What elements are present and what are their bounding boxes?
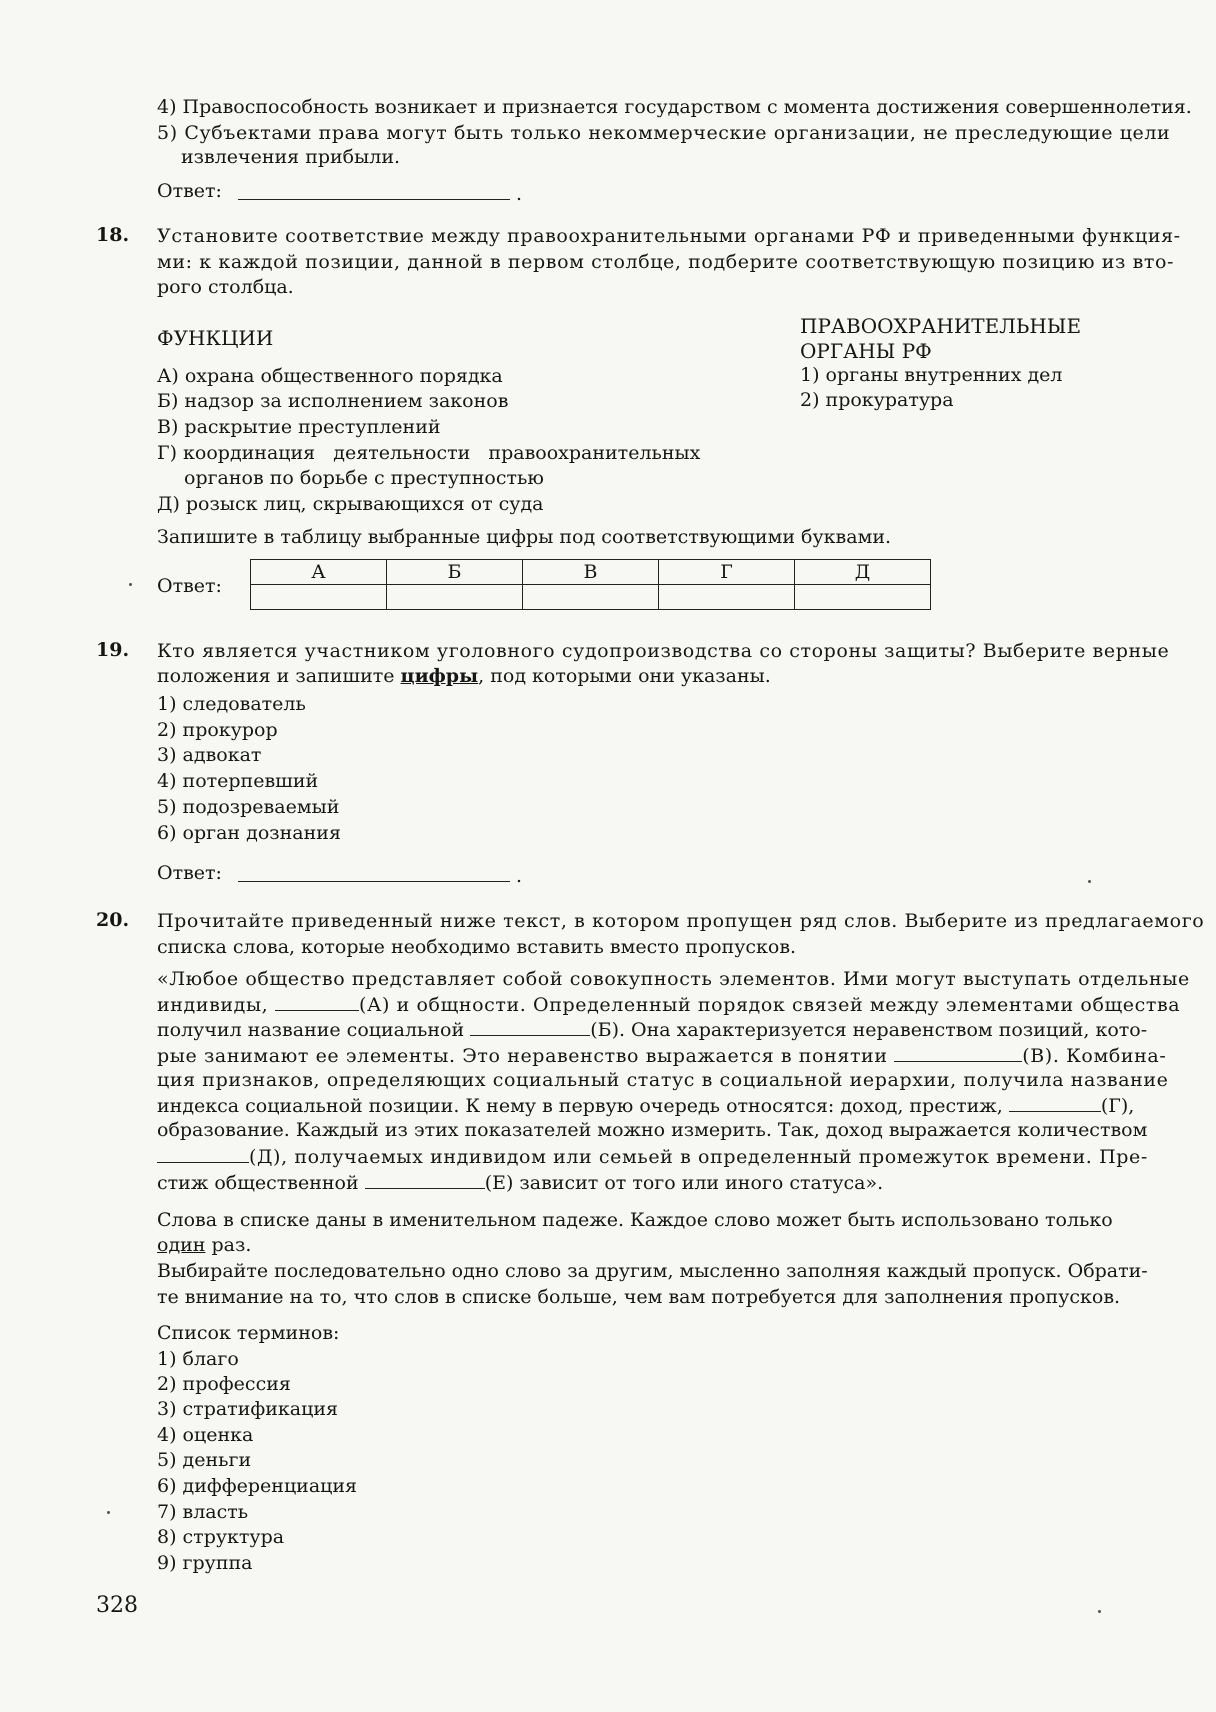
passage-line: образование. Каждый из этих показателей можно измерить. Так, доход выражается количеством	[157, 1119, 1148, 1141]
term-item: 5) деньги	[157, 1449, 252, 1471]
rules-text: раз.	[205, 1234, 252, 1256]
option-item: 6) орган дознания	[157, 822, 341, 844]
function-item: Г) координация деятельности правоохранительных	[157, 442, 701, 464]
gap-g[interactable]	[1009, 1093, 1101, 1112]
organs-header: ОРГАНЫ РФ	[800, 339, 932, 363]
scan-speck	[129, 583, 132, 586]
function-item: Д) розыск лиц, скрывающихся от суда	[157, 493, 544, 515]
answer-label: Ответ:	[157, 575, 222, 597]
passage-text: рые занимают ее элементы. Это неравенство выражается в понятии	[157, 1045, 895, 1067]
passage-line	[157, 992, 1180, 1017]
scan-speck	[107, 1511, 110, 1514]
question-text: ми: к каждой позиции, данной в первом столбце, подберите соответствующую позицию из вто-	[157, 251, 1175, 273]
question-number: 18.	[96, 224, 130, 246]
gap-v[interactable]	[894, 1043, 1022, 1062]
question-text: Прочитайте приведенный ниже текст, в котором пропущен ряд слов. Выберите из предлагаемого	[157, 910, 1205, 932]
term-item: 8) структура	[157, 1526, 285, 1548]
passage-text: (Д), получаемых индивидом или семьей в определенный промежуток времени. Пре-	[249, 1146, 1148, 1168]
option-item: 1) следователь	[157, 693, 306, 715]
rules-line	[157, 1233, 251, 1257]
answer-label: Ответ:	[157, 180, 222, 202]
answer-cell[interactable]	[523, 585, 659, 610]
answer-cell[interactable]	[659, 585, 795, 610]
option-item: 3) адвокат	[157, 744, 262, 766]
question-number: 19.	[96, 639, 130, 661]
gap-b[interactable]	[470, 1017, 590, 1036]
answer-cell[interactable]	[795, 585, 931, 610]
passage-text: (Е) зависит от того или иного статуса».	[484, 1172, 884, 1194]
table-instruction: Запишите в таблицу выбранные цифры под соответствующими буквами.	[157, 526, 892, 548]
rules-line: те внимание на то, что слов в списке больше, чем вам потребуется для заполнения пропусков.	[157, 1286, 1121, 1308]
table-header: Г	[659, 560, 795, 585]
table-header: Б	[387, 560, 523, 585]
page-number: 328	[96, 1593, 138, 1618]
emphasis: один	[157, 1234, 206, 1256]
organs-header: ПРАВООХРАНИТЕЛЬНЫЕ	[800, 314, 1082, 338]
terms-title: Список терминов:	[157, 1322, 340, 1344]
term-item: 6) дифференциация	[157, 1475, 358, 1497]
table-header: Д	[795, 560, 931, 585]
function-item: А) охрана общественного порядка	[157, 365, 503, 387]
answer-label: Ответ:	[157, 862, 222, 884]
question-text	[157, 664, 771, 688]
rules-line: Выбирайте последовательно одно слово за другим, мысленно заполняя каждый пропуск. Обрати-	[157, 1260, 1148, 1282]
answer-blank[interactable]: .	[238, 181, 522, 205]
passage-text: индекса социальной позиции. К нему в первую очередь относятся: доход, престиж,	[157, 1095, 1009, 1117]
organ-item: 2) прокуратура	[800, 389, 954, 411]
term-item: 9) группа	[157, 1552, 253, 1574]
answer-table	[250, 559, 931, 610]
function-item: органов по борьбе с преступностью	[184, 467, 544, 489]
term-item: 1) благо	[157, 1348, 239, 1370]
passage-text: (Б). Она характеризуется неравенством позиций, кото-	[590, 1019, 1148, 1041]
passage-text: индивиды,	[157, 994, 275, 1016]
gap-a[interactable]	[275, 992, 359, 1011]
passage-text: (А) и общности. Определенный порядок связей между элементами общества	[358, 994, 1181, 1016]
gap-e[interactable]	[365, 1170, 485, 1189]
passage-line	[157, 1144, 1148, 1169]
table-header: А	[251, 560, 387, 585]
scan-speck	[1098, 1610, 1101, 1613]
passage-line: «Любое общество представляет собой совокупность элементов. Ими могут выступать отдельные	[157, 968, 1190, 990]
question-number: 20.	[96, 909, 130, 931]
function-item: В) раскрытие преступлений	[157, 416, 441, 438]
passage-text: (В). Комбина-	[1022, 1045, 1167, 1067]
question-text: Установите соответствие между правоохранительными органами РФ и приведенными функция-	[157, 225, 1181, 247]
passage-text: стиж общественной	[157, 1172, 365, 1194]
question-text: Кто является участником уголовного судопроизводства со стороны защиты? Выберите верные	[157, 640, 1170, 662]
passage-text: получил название социальной	[157, 1019, 471, 1041]
term-item: 3) стратификация	[157, 1398, 338, 1420]
function-item: Б) надзор за исполнением законов	[157, 390, 509, 412]
option-item: 4) потерпевший	[157, 770, 319, 792]
functions-header: ФУНКЦИИ	[157, 326, 274, 350]
passage-line: ция признаков, определяющих социальный статус в социальной иерархии, получила название	[157, 1069, 1169, 1091]
term-item: 2) профессия	[157, 1373, 291, 1395]
option-item: 2) прокурор	[157, 719, 278, 741]
option-4: 4) Правоспособность возникает и признается государством с момента достижения совершеннолетия.	[157, 96, 1192, 118]
option-5-continued: извлечения прибыли.	[181, 146, 401, 168]
emphasis: цифры	[400, 665, 479, 687]
question-text-part: , под которыми они указаны.	[478, 665, 771, 687]
passage-text: (Г),	[1100, 1095, 1135, 1117]
passage-line	[157, 1017, 1147, 1042]
table-header: В	[523, 560, 659, 585]
question-text: рого столбца.	[157, 276, 294, 298]
organ-item: 1) органы внутренних дел	[800, 364, 1063, 386]
passage-line	[157, 1170, 883, 1195]
question-text-part: положения и запишите	[157, 665, 401, 687]
passage-line	[157, 1093, 1134, 1118]
scan-speck	[1088, 880, 1091, 883]
option-5: 5) Субъектами права могут быть только некоммерческие организации, не преследующие цели	[157, 122, 1171, 144]
answer-cell[interactable]	[387, 585, 523, 610]
answer-blank[interactable]: .	[238, 863, 522, 887]
passage-line	[157, 1043, 1166, 1068]
question-text: списка слова, которые необходимо вставить вместо пропусков.	[157, 936, 797, 958]
term-item: 4) оценка	[157, 1424, 254, 1446]
option-item: 5) подозреваемый	[157, 796, 340, 818]
term-item: 7) власть	[157, 1501, 249, 1523]
rules-line: Слова в списке даны в именительном падеже. Каждое слово может быть использовано только	[157, 1209, 1113, 1231]
gap-d[interactable]	[157, 1144, 249, 1163]
answer-cell[interactable]	[251, 585, 387, 610]
